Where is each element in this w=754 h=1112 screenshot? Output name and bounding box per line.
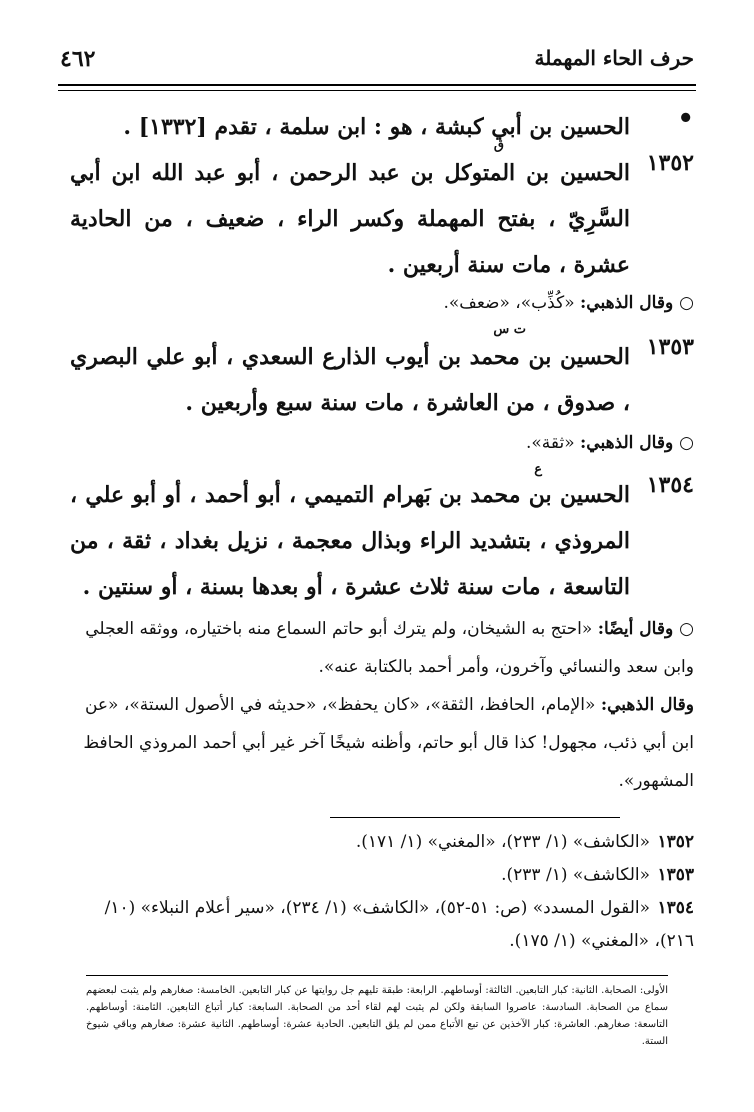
circle-bullet-icon: ○ xyxy=(679,433,694,453)
entry-cross-reference xyxy=(70,104,694,150)
footnote-number: ١٣٥٢ xyxy=(657,832,694,852)
footnote-text: «الكاشف» (١/ ٢٣٣). xyxy=(501,865,650,885)
chapter-title: حرف الحاء المهملة xyxy=(534,46,694,70)
tabaqat-legend: الأولى: الصحابة. الثانية: كبار التابعين. الثالثة: أوساطهم. الرابعة: طبقة تليهم جل روايتها عن كبار التابعين. الخامسة: صغارهم ولم يثبت لبعضهم سماع من الصحابة. السادسة: عاصروا السابقة ولكن لم يثبت لهم لقاء أحد من الصحابة. السابعة: كبار أتباع التابعين. الثامنة: أوساطهم. التاسعة: صغارهم. العاشرة: كبار الآخذين عن تبع الأتباع ممن لم يلق التابعين. الحادية عشرة: أوساطهم. الثانية عشرة: صغارهم وباقي شيوخ الستة. xyxy=(86,985,668,1047)
footnote xyxy=(70,826,694,859)
running-header xyxy=(60,46,694,76)
footnote-separator xyxy=(330,817,620,818)
entry-number: ١٣٥٤ xyxy=(646,472,694,498)
note-label: وقال أيضًا: xyxy=(597,619,674,639)
dhahabi-note xyxy=(70,424,694,462)
entry-siglum: ت س xyxy=(493,322,526,337)
header-rule-thin xyxy=(58,90,696,91)
note-text: «الإمام، الحافظ، الثقة»، «كان يحفظ»، «حديثه في الأصول الستة»، «عن ابن أبي ذئب، مجهول! كذا قال أبو حاتم، وأظنه شيخًا آخر غير أبي أحمد المروذي الحافظ المشهور». xyxy=(83,695,694,791)
note-label: وقال الذهبي: xyxy=(580,293,674,313)
entry-1354 xyxy=(70,472,694,610)
entry-number: ١٣٥٣ xyxy=(646,334,694,360)
entry-text: الحسين بن محمد بن بَهرام التميمي ، أبو أحمد ، أو أبو علي ، المروذي ، بتشديد الراء وبذال معجمة ، نزيل بغداد ، ثقة ، من التاسعة ، مات سنة ثلاث عشرة ، أو بعدها بسنة ، أو سنتين . xyxy=(70,482,630,600)
entry-1353 xyxy=(70,334,694,426)
note-label: وقال الذهبي: xyxy=(580,433,674,453)
legend-separator xyxy=(86,975,668,976)
entry-text: الحسين بن أبي كبشة ، هو : ابن سلمة ، تقدم [١٣٣٢] . xyxy=(123,114,630,140)
page-number: ٤٦٢ xyxy=(60,46,96,72)
entry-siglum: ق xyxy=(493,138,504,153)
dhahabi-note xyxy=(70,284,694,322)
entry-number: ١٣٥٢ xyxy=(646,150,694,176)
dhahabi-note xyxy=(70,610,694,686)
entry-siglum: ع xyxy=(534,462,542,477)
entry-text: الحسين بن المتوكل بن عبد الرحمن ، أبو عبد الله ابن أبي السَّرِيّ ، بفتح المهملة وكسر الراء ، ضعيف ، من الحادية عشرة ، مات سنة أربعين . xyxy=(70,160,630,278)
footnote-text: «القول المسدد» (ص: ٥١-٥٢)، «الكاشف» (١/ ٢٣٤)، «سير أعلام النبلاء» (١٠/ ٢١٦)، «المغني» (١/ ١٧٥). xyxy=(104,898,694,951)
note-text: «ثقة». xyxy=(525,433,580,453)
footnote-number: ١٣٥٤ xyxy=(657,898,694,918)
bullet-marker: • xyxy=(677,104,694,134)
circle-bullet-icon: ○ xyxy=(679,293,694,313)
footnote-number: ١٣٥٣ xyxy=(657,865,694,885)
circle-bullet-icon: ○ xyxy=(679,619,694,639)
footnote xyxy=(70,859,694,892)
footnote xyxy=(70,892,694,958)
entry-text: الحسين بن محمد بن أيوب الذارع السعدي ، أبو علي البصري ، صدوق ، من العاشرة ، مات سنة سبع وأربعين . xyxy=(70,344,630,416)
dhahabi-note xyxy=(70,686,694,800)
footnote-text: «الكاشف» (١/ ٢٣٣)، «المغني» (١/ ١٧١). xyxy=(355,832,650,852)
note-label: وقال الذهبي: xyxy=(600,695,694,715)
note-text: «كُذِّب»، «ضعف». xyxy=(443,293,580,313)
header-rule-thick xyxy=(58,84,696,86)
entry-1352 xyxy=(70,150,694,288)
note-text: «احتج به الشيخان، ولم يترك أبو حاتم السماع منه باختياره، ووثقه العجلي وابن سعد والنسائي وآخرون، وأمر أحمد بالكتابة عنه». xyxy=(85,619,694,677)
